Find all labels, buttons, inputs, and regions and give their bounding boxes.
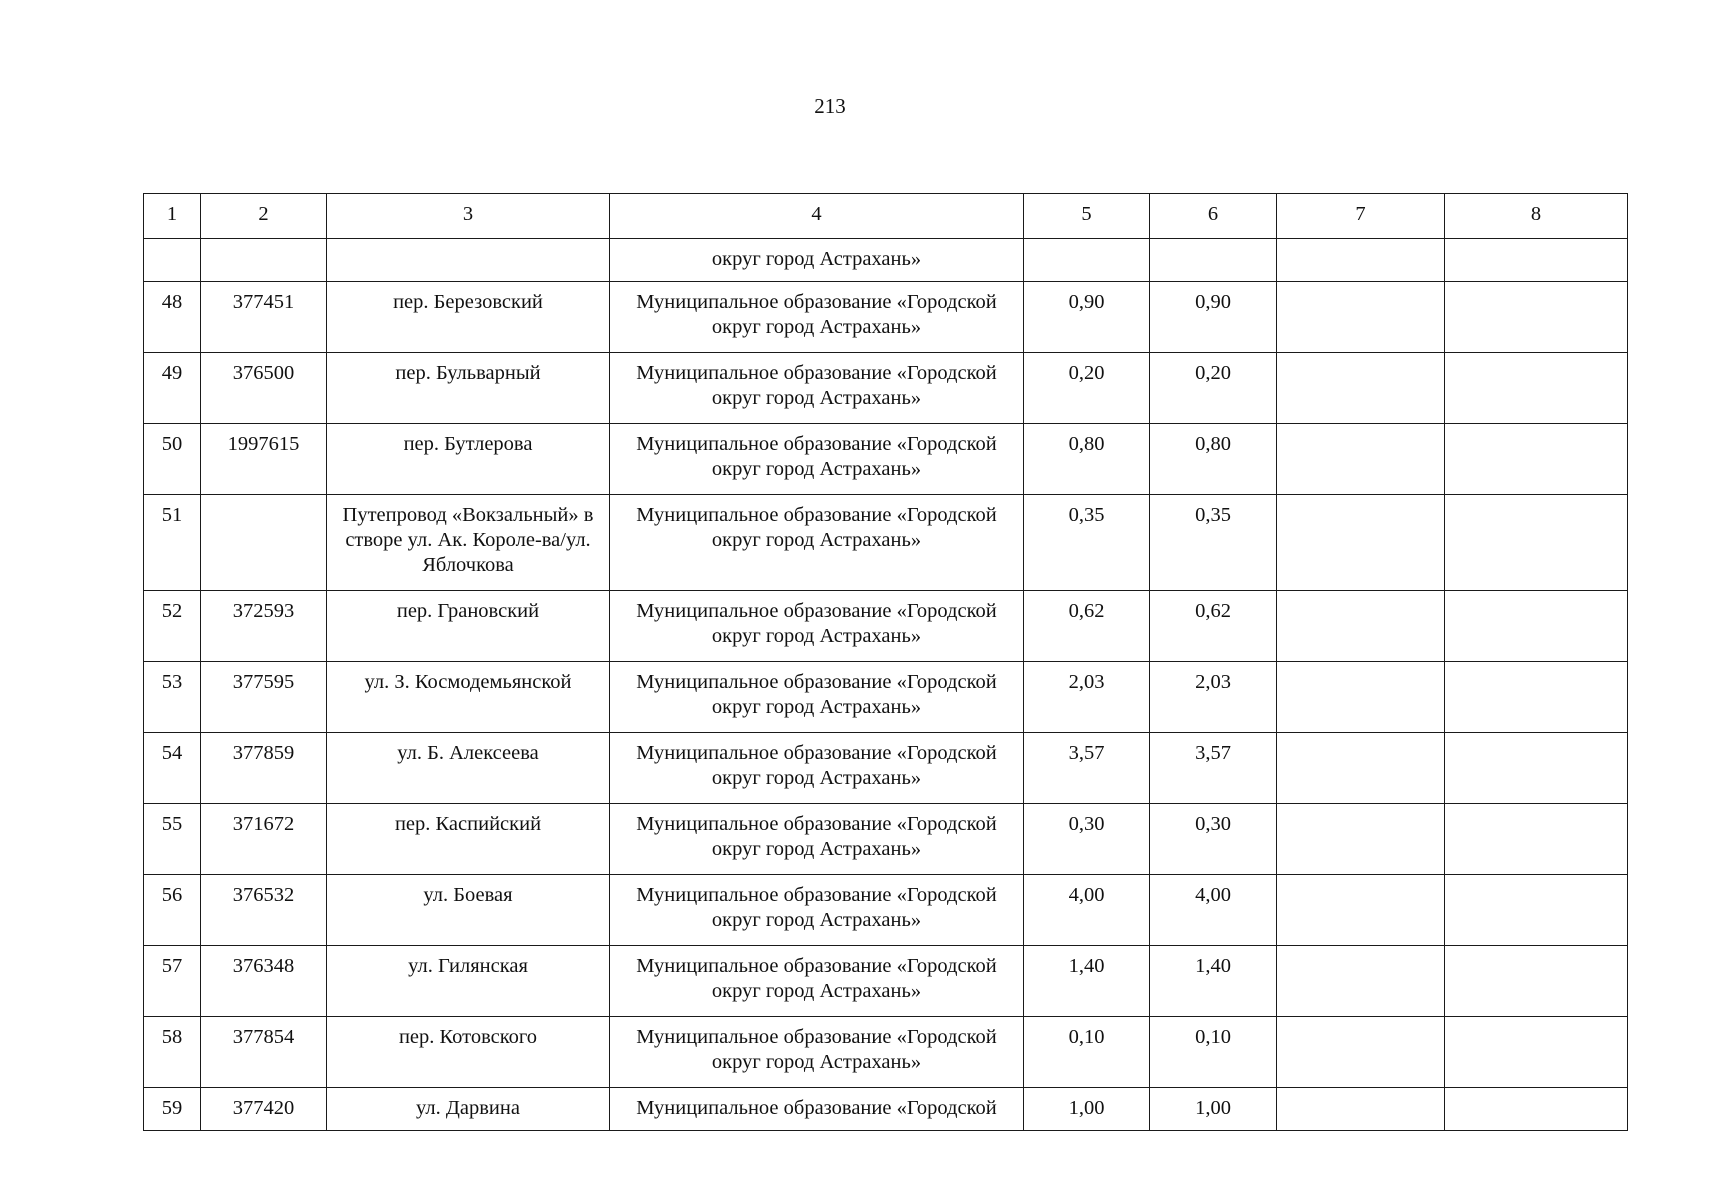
value-7-cell [1277, 495, 1445, 591]
row-number-cell: 53 [144, 662, 201, 733]
road-code-cell: 372593 [201, 591, 327, 662]
value-5-cell: 0,80 [1024, 424, 1150, 495]
owner-cell: Муниципальное образование «Городской округ город Астрахань» [610, 1017, 1024, 1088]
value-6-cell: 0,30 [1150, 804, 1277, 875]
road-name-cell: ул. Боевая [327, 875, 610, 946]
value-6-cell: 1,00 [1150, 1088, 1277, 1131]
road-code-cell: 377859 [201, 733, 327, 804]
value-8-cell [1445, 495, 1628, 591]
road-code-cell: 376532 [201, 875, 327, 946]
value-6-cell: 0,20 [1150, 353, 1277, 424]
header-cell-3: 3 [327, 194, 610, 239]
value-8-cell [1445, 733, 1628, 804]
value-5-cell: 0,35 [1024, 495, 1150, 591]
owner-cell: Муниципальное образование «Городской округ город Астрахань» [610, 946, 1024, 1017]
owner-cell: Муниципальное образование «Городской округ город Астрахань» [610, 804, 1024, 875]
road-name-cell: Путепровод «Вокзальный» в створе ул. Ак. Короле-ва/ул. Яблочкова [327, 495, 610, 591]
value-8-cell [1445, 282, 1628, 353]
row-number-cell [144, 239, 201, 282]
owner-cell: Муниципальное образование «Городской округ город Астрахань» [610, 424, 1024, 495]
header-cell-4: 4 [610, 194, 1024, 239]
owner-cell: Муниципальное образование «Городской [610, 1088, 1024, 1131]
header-cell-6: 6 [1150, 194, 1277, 239]
owner-cell: Муниципальное образование «Городской округ город Астрахань» [610, 662, 1024, 733]
road-name-cell: ул. Дарвина [327, 1088, 610, 1131]
table-row [144, 946, 1628, 1017]
road-code-cell: 371672 [201, 804, 327, 875]
value-5-cell: 1,40 [1024, 946, 1150, 1017]
road-name-cell: ул. Б. Алексеева [327, 733, 610, 804]
value-5-cell: 3,57 [1024, 733, 1150, 804]
table-row [144, 804, 1628, 875]
owner-cell: Муниципальное образование «Городской округ город Астрахань» [610, 875, 1024, 946]
row-number-cell: 48 [144, 282, 201, 353]
row-number-cell: 58 [144, 1017, 201, 1088]
header-cell-2: 2 [201, 194, 327, 239]
table-header [144, 194, 1628, 239]
value-8-cell [1445, 239, 1628, 282]
header-cell-7: 7 [1277, 194, 1445, 239]
value-7-cell [1277, 424, 1445, 495]
road-code-cell: 376348 [201, 946, 327, 1017]
value-7-cell [1277, 733, 1445, 804]
header-row [144, 194, 1628, 239]
value-7-cell [1277, 282, 1445, 353]
value-6-cell: 0,35 [1150, 495, 1277, 591]
value-6-cell: 4,00 [1150, 875, 1277, 946]
row-number-cell: 59 [144, 1088, 201, 1131]
row-number-cell: 50 [144, 424, 201, 495]
row-number-cell: 52 [144, 591, 201, 662]
road-name-cell: ул. З. Космодемьянской [327, 662, 610, 733]
value-6-cell: 2,03 [1150, 662, 1277, 733]
value-8-cell [1445, 1017, 1628, 1088]
road-code-cell: 377854 [201, 1017, 327, 1088]
value-6-cell: 0,90 [1150, 282, 1277, 353]
value-8-cell [1445, 1088, 1628, 1131]
row-number-cell: 56 [144, 875, 201, 946]
value-8-cell [1445, 591, 1628, 662]
row-number-cell: 57 [144, 946, 201, 1017]
value-6-cell: 3,57 [1150, 733, 1277, 804]
table-row [144, 733, 1628, 804]
table-row [144, 1088, 1628, 1131]
table-row [144, 282, 1628, 353]
road-name-cell: пер. Грановский [327, 591, 610, 662]
table-row [144, 239, 1628, 282]
value-8-cell [1445, 424, 1628, 495]
row-number-cell: 54 [144, 733, 201, 804]
value-7-cell [1277, 353, 1445, 424]
owner-cell: округ город Астрахань» [610, 239, 1024, 282]
table-row [144, 424, 1628, 495]
owner-cell: Муниципальное образование «Городской округ город Астрахань» [610, 591, 1024, 662]
road-name-cell [327, 239, 610, 282]
road-code-cell: 377451 [201, 282, 327, 353]
value-7-cell [1277, 946, 1445, 1017]
value-5-cell: 0,20 [1024, 353, 1150, 424]
value-7-cell [1277, 591, 1445, 662]
road-code-cell [201, 495, 327, 591]
value-6-cell: 0,62 [1150, 591, 1277, 662]
value-6-cell: 0,80 [1150, 424, 1277, 495]
road-name-cell: пер. Котовского [327, 1017, 610, 1088]
road-code-cell: 1997615 [201, 424, 327, 495]
page-number: 213 [814, 94, 846, 118]
table-row [144, 591, 1628, 662]
value-5-cell: 0,30 [1024, 804, 1150, 875]
value-6-cell: 1,40 [1150, 946, 1277, 1017]
table-row [144, 662, 1628, 733]
value-5-cell [1024, 239, 1150, 282]
registry-table [143, 193, 1628, 1131]
value-8-cell [1445, 662, 1628, 733]
road-name-cell: пер. Каспийский [327, 804, 610, 875]
value-7-cell [1277, 1088, 1445, 1131]
road-code-cell [201, 239, 327, 282]
row-number-cell: 51 [144, 495, 201, 591]
value-5-cell: 1,00 [1024, 1088, 1150, 1131]
value-5-cell: 0,10 [1024, 1017, 1150, 1088]
road-code-cell: 377595 [201, 662, 327, 733]
owner-cell: Муниципальное образование «Городской округ город Астрахань» [610, 733, 1024, 804]
value-7-cell [1277, 662, 1445, 733]
value-8-cell [1445, 804, 1628, 875]
owner-cell: Муниципальное образование «Городской округ город Астрахань» [610, 353, 1024, 424]
value-8-cell [1445, 353, 1628, 424]
road-code-cell: 377420 [201, 1088, 327, 1131]
owner-cell: Муниципальное образование «Городской округ город Астрахань» [610, 495, 1024, 591]
road-name-cell: пер. Бульварный [327, 353, 610, 424]
road-code-cell: 376500 [201, 353, 327, 424]
value-7-cell [1277, 1017, 1445, 1088]
table-row [144, 495, 1628, 591]
value-6-cell: 0,10 [1150, 1017, 1277, 1088]
table-body [144, 239, 1628, 1131]
table-row [144, 1017, 1628, 1088]
value-5-cell: 2,03 [1024, 662, 1150, 733]
header-cell-1: 1 [144, 194, 201, 239]
header-cell-5: 5 [1024, 194, 1150, 239]
value-8-cell [1445, 875, 1628, 946]
value-7-cell [1277, 875, 1445, 946]
row-number-cell: 49 [144, 353, 201, 424]
value-8-cell [1445, 946, 1628, 1017]
value-7-cell [1277, 239, 1445, 282]
table-row [144, 353, 1628, 424]
road-name-cell: ул. Гилянская [327, 946, 610, 1017]
value-5-cell: 0,90 [1024, 282, 1150, 353]
value-6-cell [1150, 239, 1277, 282]
road-name-cell: пер. Березовский [327, 282, 610, 353]
row-number-cell: 55 [144, 804, 201, 875]
road-name-cell: пер. Бутлерова [327, 424, 610, 495]
value-5-cell: 0,62 [1024, 591, 1150, 662]
header-cell-8: 8 [1445, 194, 1628, 239]
value-5-cell: 4,00 [1024, 875, 1150, 946]
value-7-cell [1277, 804, 1445, 875]
owner-cell: Муниципальное образование «Городской округ город Астрахань» [610, 282, 1024, 353]
table-row [144, 875, 1628, 946]
